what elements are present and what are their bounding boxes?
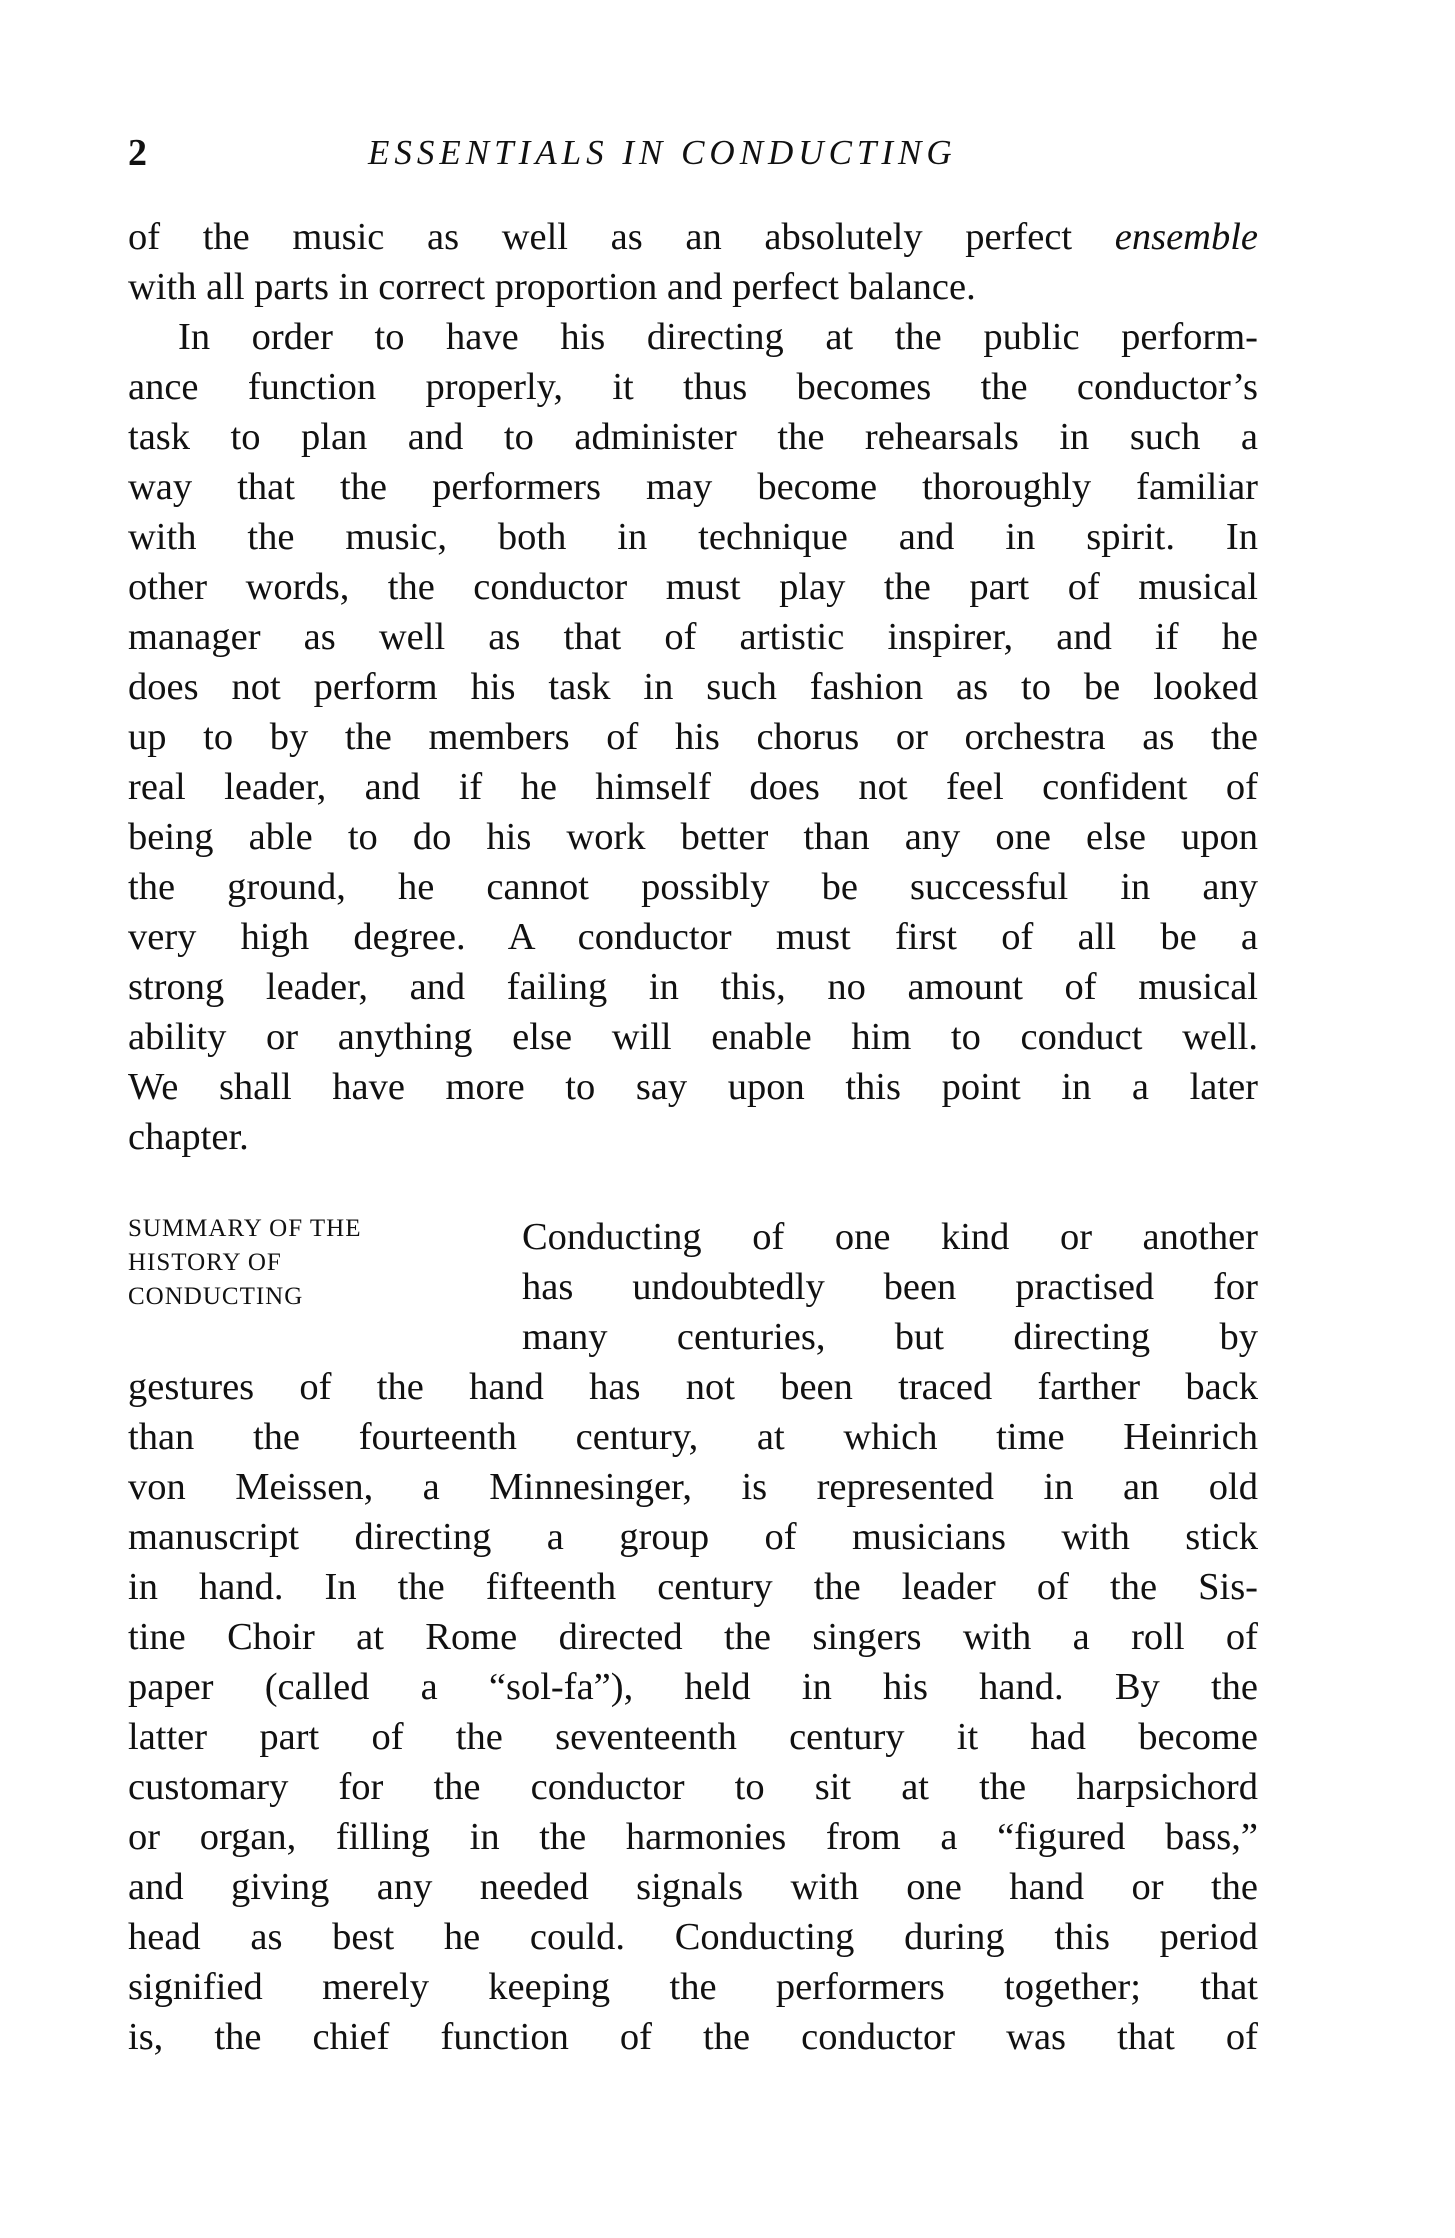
text-line: real leader, and if he himself does not feel confident of <box>128 766 1258 808</box>
text-line: Conducting of one kind or another <box>522 1216 1258 1258</box>
text-line: has undoubtedly been practised for <box>522 1266 1258 1308</box>
emphasis-word: ensemble <box>1114 216 1258 258</box>
text-line: way that the performers may become thoroughly familiar <box>128 466 1258 508</box>
text-line: than the fourteenth century, at which time Heinrich <box>128 1416 1258 1458</box>
text-line: manuscript directing a group of musicians with stick <box>128 1516 1258 1558</box>
text-line: gestures of the hand has not been traced farther back <box>128 1366 1258 1408</box>
text-line: many centuries, but directing by <box>522 1316 1258 1358</box>
page-number: 2 <box>128 132 147 174</box>
text-line: head as best he could. Conducting during this period <box>128 1916 1258 1958</box>
paragraph-history-opening <box>522 1212 1258 1362</box>
text-line: is, the chief function of the conductor was that of <box>128 2016 1258 2058</box>
text-line <box>128 212 1258 262</box>
text-line: customary for the conductor to sit at the harpsichord <box>128 1766 1258 1808</box>
text-line: up to by the members of his chorus or orchestra as the <box>128 716 1258 758</box>
text-line: the ground, he cannot possibly be successful in any <box>128 866 1258 908</box>
running-head <box>128 128 1258 178</box>
text-line: chapter. <box>128 1116 249 1158</box>
text-line: or organ, filling in the harmonies from a “figured bass,” <box>128 1816 1258 1858</box>
text-line: in hand. In the fifteenth century the leader of the Sis- <box>128 1566 1258 1608</box>
paragraph-continuation <box>128 212 1258 312</box>
side-heading <box>128 1212 498 1314</box>
text-line: very high degree. A conductor must first of all be a <box>128 916 1258 958</box>
text-line: strong leader, and failing in this, no amount of musical <box>128 966 1258 1008</box>
text-line: does not perform his task in such fashion as to be looked <box>128 666 1258 708</box>
text-line-segment: of the music as well as an absolutely perfect <box>128 216 1115 258</box>
text-line: latter part of the seventeenth century it had become <box>128 1716 1258 1758</box>
text-line: tine Choir at Rome directed the singers with a roll of <box>128 1616 1258 1658</box>
paragraph-conductor-task <box>128 312 1258 1162</box>
running-title: ESSENTIALS IN CONDUCTING <box>368 133 957 172</box>
text-line: with all parts in correct proportion and perfect balance. <box>128 266 976 308</box>
text-line: von Meissen, a Minnesinger, is represented in an old <box>128 1466 1258 1508</box>
text-line: manager as well as that of artistic inspirer, and if he <box>128 616 1258 658</box>
text-line: task to plan and to administer the rehearsals in such a <box>128 416 1258 458</box>
text-line: paper (called a “sol-fa”), held in his hand. By the <box>128 1666 1258 1708</box>
text-line: In order to have his directing at the public perform- <box>178 316 1258 358</box>
side-heading-line: HISTORY OF <box>128 1249 282 1276</box>
text-line: being able to do his work better than any one else upon <box>128 816 1258 858</box>
text-line: ance function properly, it thus becomes the conductor’s <box>128 366 1258 408</box>
text-line: with the music, both in technique and in spirit. In <box>128 516 1258 558</box>
paragraph-history <box>128 1362 1258 2062</box>
text-line: ability or anything else will enable him to conduct well. <box>128 1016 1258 1058</box>
text-line: and giving any needed signals with one hand or the <box>128 1866 1258 1908</box>
text-line: signified merely keeping the performers together; that <box>128 1966 1258 2008</box>
side-heading-line: CONDUCTING <box>128 1283 304 1310</box>
side-heading-line: SUMMARY OF THE <box>128 1215 362 1242</box>
text-line: We shall have more to say upon this point in a later <box>128 1066 1258 1108</box>
text-line: other words, the conductor must play the part of musical <box>128 566 1258 608</box>
